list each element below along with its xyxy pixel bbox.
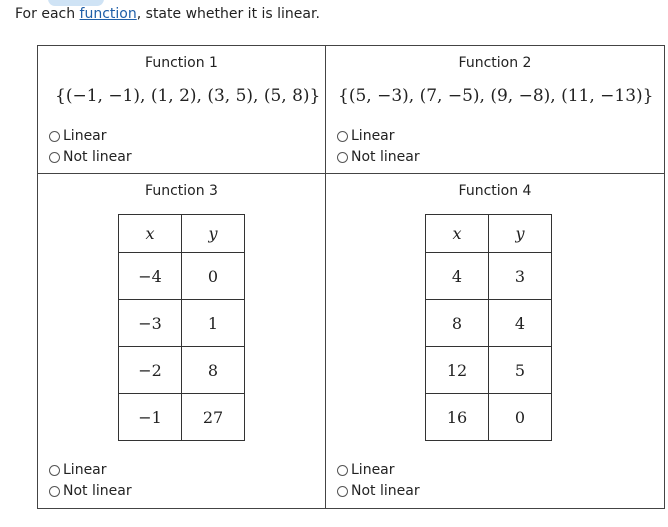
y-header: y [489, 215, 552, 253]
radio-icon[interactable] [337, 152, 348, 163]
function-4-title: Function 4 [458, 183, 532, 199]
radio-icon[interactable] [49, 131, 60, 142]
function-2-linear-option[interactable] [337, 128, 395, 144]
radio-icon[interactable] [49, 486, 60, 497]
y-cell: 1 [182, 300, 245, 347]
function-4-not-linear-option[interactable] [337, 483, 420, 499]
function-2-set: {(5, −3), (7, −5), (9, −8), (11, −13)} [338, 86, 654, 106]
function-1-cell [38, 46, 325, 173]
table-row [119, 394, 245, 441]
functions-grid [37, 45, 665, 509]
option-label: Linear [351, 128, 395, 144]
radio-icon[interactable] [337, 486, 348, 497]
function-3-title: Function 3 [145, 183, 218, 199]
option-label: Linear [63, 462, 107, 478]
radio-icon[interactable] [337, 465, 348, 476]
function-4-table [425, 214, 552, 441]
x-cell: 8 [426, 300, 489, 347]
function-4-linear-option[interactable] [337, 462, 395, 478]
function-3-not-linear-option[interactable] [49, 483, 132, 499]
option-label: Not linear [63, 483, 132, 499]
function-1-linear-option[interactable] [49, 128, 107, 144]
x-cell: 12 [426, 347, 489, 394]
y-cell: 27 [182, 394, 245, 441]
function-2-cell [326, 46, 664, 173]
option-label: Linear [63, 128, 107, 144]
x-header: x [426, 215, 489, 253]
function-3-cell [38, 174, 325, 508]
option-label: Not linear [63, 149, 132, 165]
y-header: y [182, 215, 245, 253]
x-cell: 16 [426, 394, 489, 441]
option-label: Not linear [351, 149, 420, 165]
y-cell: 5 [489, 347, 552, 394]
table-row [119, 300, 245, 347]
radio-icon[interactable] [49, 152, 60, 163]
function-1-not-linear-option[interactable] [49, 149, 132, 165]
radio-icon[interactable] [337, 131, 348, 142]
y-cell: 4 [489, 300, 552, 347]
table-header-row [119, 215, 245, 253]
prompt-text-start: For each [15, 6, 80, 22]
table-row [426, 347, 552, 394]
function-2-not-linear-option[interactable] [337, 149, 420, 165]
x-cell: −2 [119, 347, 182, 394]
function-4-cell [326, 174, 664, 508]
prompt-text-end: , state whether it is linear. [136, 6, 320, 22]
function-1-set: {(−1, −1), (1, 2), (3, 5), (5, 8)} [55, 86, 321, 106]
table-header-row [426, 215, 552, 253]
function-3-linear-option[interactable] [49, 462, 107, 478]
x-cell: −4 [119, 253, 182, 300]
y-cell: 0 [182, 253, 245, 300]
x-header: x [119, 215, 182, 253]
x-cell: −1 [119, 394, 182, 441]
y-cell: 0 [489, 394, 552, 441]
table-row [426, 253, 552, 300]
x-cell: −3 [119, 300, 182, 347]
table-row [119, 253, 245, 300]
function-3-table [118, 214, 245, 441]
function-link[interactable]: function [79, 6, 137, 22]
table-row [426, 394, 552, 441]
x-cell: 4 [426, 253, 489, 300]
option-label: Linear [351, 462, 395, 478]
table-row [119, 347, 245, 394]
y-cell: 8 [182, 347, 245, 394]
y-cell: 3 [489, 253, 552, 300]
question-prompt [15, 6, 320, 22]
function-2-title: Function 2 [458, 55, 532, 71]
table-row [426, 300, 552, 347]
option-label: Not linear [351, 483, 420, 499]
radio-icon[interactable] [49, 465, 60, 476]
function-1-title: Function 1 [145, 55, 218, 71]
